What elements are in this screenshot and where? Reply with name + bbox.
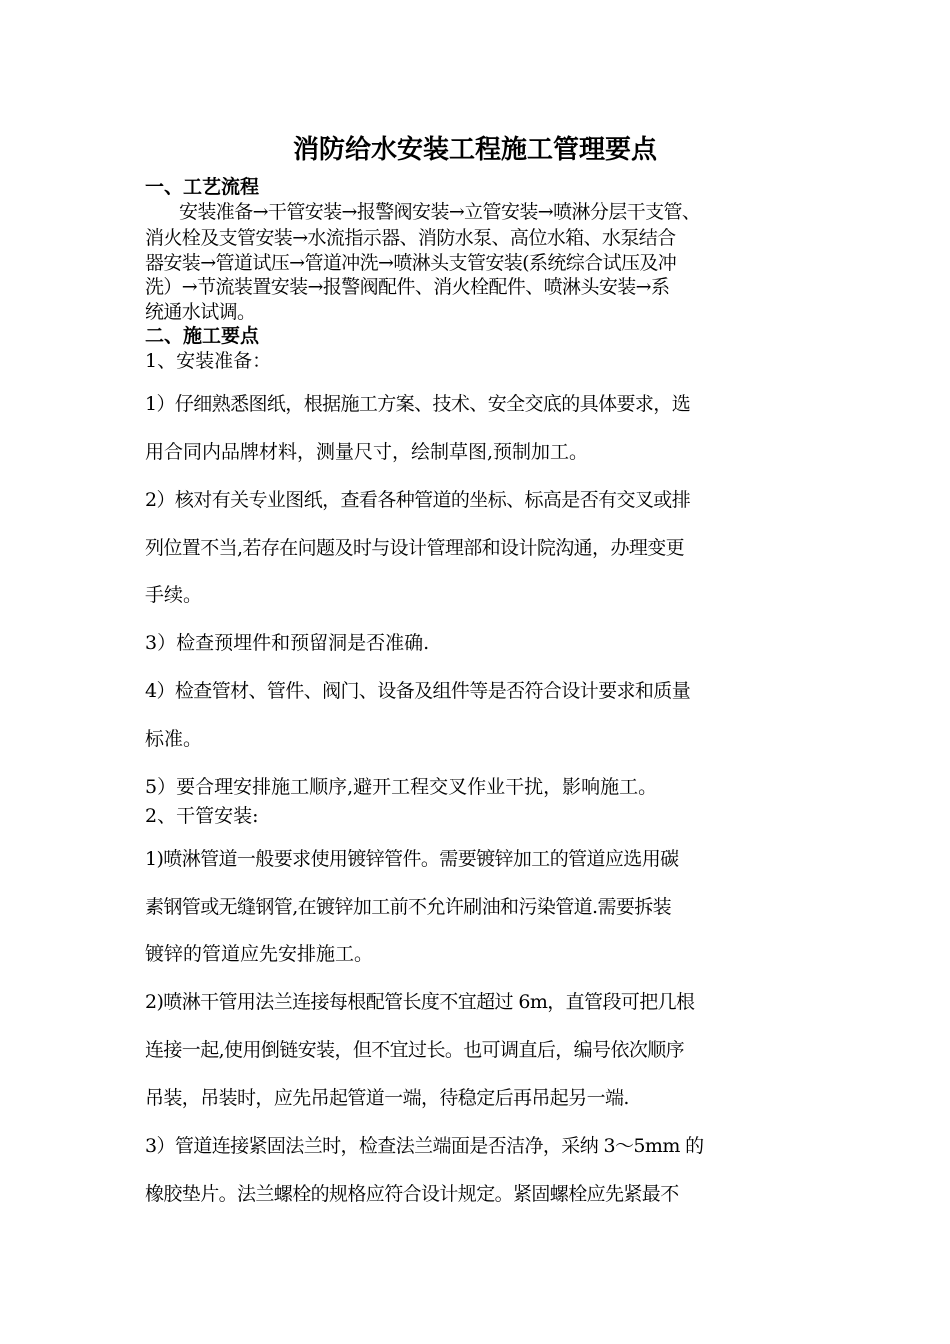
paragraph-line: 用合同内品牌材料，测量尺寸，绘制草图,预制加工。 xyxy=(145,441,589,463)
process-flow-line: 统通水试调。 xyxy=(145,301,256,323)
paragraph-line: 连接一起,使用倒链安装，但不宜过长。也可调直后，编号依次顺序 xyxy=(145,1039,685,1061)
paragraph-line: 列位置不当,若存在问题及时与设计管理部和设计院沟通，办理变更 xyxy=(145,537,685,559)
process-flow-line: 洗）→节流装置安装→报警阀配件、消火栓配件、喷淋头安装→系 xyxy=(145,276,670,298)
section-heading-key-points: 二、施工要点 xyxy=(145,325,260,347)
paragraph-line: 吊装，吊装时，应先吊起管道一端，待稳定后再吊起另一端. xyxy=(145,1087,629,1109)
paragraph-line: 素钢管或无缝钢管,在镀锌加工前不允许刷油和污染管道.需要拆装 xyxy=(145,896,672,918)
paragraph-line: 2）核对有关专业图纸，查看各种管道的坐标、标高是否有交叉或排 xyxy=(145,489,691,511)
process-flow-line: 器安装→管道试压→管道冲洗→喷淋头支管安装(系统综合试压及冲 xyxy=(145,252,677,274)
process-flow-line: 消火栓及支管安装→水流指示器、消防水泵、高位水箱、水泵结合 xyxy=(145,227,676,249)
document-title: 消防给水安装工程施工管理要点 xyxy=(292,135,657,165)
paragraph-line: 1)喷淋管道一般要求使用镀锌管件。需要镀锌加工的管道应选用碳 xyxy=(145,848,679,870)
paragraph-line: 3）检查预埋件和预留洞是否准确. xyxy=(145,632,430,654)
paragraph-line: 5）要合理安排施工顺序,避开工程交叉作业干扰，影响施工。 xyxy=(145,776,658,798)
paragraph-line: 标准。 xyxy=(145,728,203,750)
section-heading-process: 一、工艺流程 xyxy=(145,176,260,198)
subsection-heading: 1、安装准备： xyxy=(145,350,272,372)
subsection-heading: 2、干管安装: xyxy=(145,805,259,827)
paragraph-line: 橡胶垫片。法兰螺栓的规格应符合设计规定。紧固螺栓应先紧最不 xyxy=(145,1183,679,1205)
paragraph-line: 镀锌的管道应先安排施工。 xyxy=(145,943,374,965)
paragraph-line: 手续。 xyxy=(145,584,203,606)
paragraph-line: 1）仔细熟悉图纸，根据施工方案、技术、安全交底的具体要求，选 xyxy=(145,393,691,415)
paragraph-line: 3）管道连接紧固法兰时，检查法兰端面是否洁净，采纳 3～5mm 的 xyxy=(145,1135,704,1157)
paragraph-line: 2)喷淋干管用法兰连接每根配管长度不宜超过 6m，直管段可把几根 xyxy=(145,991,695,1013)
paragraph-line: 4）检查管材、管件、阀门、设备及组件等是否符合设计要求和质量 xyxy=(145,680,691,702)
process-flow-line: 安装准备→干管安装→报警阀安装→立管安装→喷淋分层干支管、 xyxy=(179,201,701,223)
